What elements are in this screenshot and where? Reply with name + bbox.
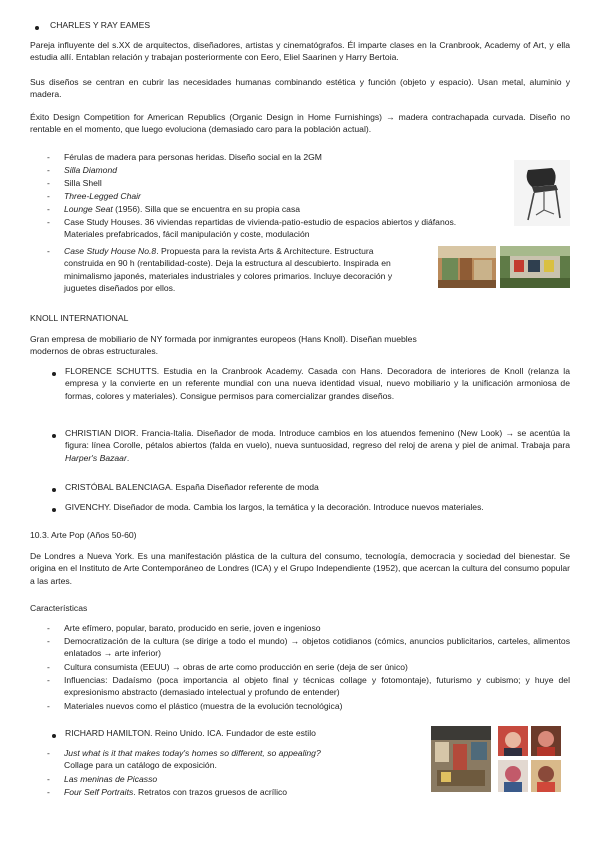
- eames-paragraph-3: Éxito Design Competition for American Republics (Organic Design in Home Furnishings) → madera contrachapada curvada. Diseño no rentable en el momento, que luego evoluciona (demasiado caro para la población actual).: [30, 112, 570, 135]
- hamilton-text: RICHARD HAMILTON. Reino Unido. ICA. Fundador de este estilo: [65, 728, 316, 738]
- givenchy-text: GIVENCHY. Diseñador de moda. Cambia los largos, la temática y la decoración. Introduce nuevos materiales.: [65, 502, 484, 512]
- self-portrait-image-1: [498, 726, 528, 756]
- pop-subheading: Características: [30, 603, 88, 613]
- dior-text: CHRISTIAN DIOR. Francia-Italia. Diseñador de moda. Introduce cambios en los atuendos femenino (New Look) → se acentúa la figura: línea Corolle, pétalos abiertos (falda en vuelo), nueva suntuosidad, regreso del reloj de arena y piel de animal. Trabaja para: [65, 428, 570, 451]
- dash-icon: -: [47, 748, 50, 758]
- eames-paragraph-2: Sus diseños se centran en cubrir las necesidades humanas combinando estética y función (objeto y espacio). Usan metal, aluminio y madera.: [30, 77, 570, 100]
- pop-item-3: Cultura consumista (EEUU) → obras de arte como producción en serie (deja de ser único): [64, 662, 408, 672]
- case-study-house-interior-image: [438, 246, 496, 288]
- christian-dior-text: [65, 427, 570, 464]
- self-portrait-image-2: [531, 726, 561, 756]
- dior-harpers-bazaar: Harper's Bazaar: [65, 452, 127, 463]
- eames-item-5: [64, 203, 504, 215]
- pop-item-5: Materiales nuevos como el plástico (muestra de la evolución tecnológica): [64, 701, 343, 711]
- eames-item-3: Silla Shell: [64, 178, 102, 188]
- dash-icon: -: [47, 204, 50, 214]
- hamilton-item-1-italic: Just what is it that makes today's homes so different, so appealing?: [64, 748, 321, 758]
- hamilton-item-3-text: . Retratos con trazos gruesos de acrílico: [133, 787, 288, 797]
- dash-icon: -: [47, 191, 50, 201]
- dash-icon: -: [47, 787, 50, 797]
- eames-item-5-text: (1956). Silla que se encuentra en su propia casa: [112, 204, 301, 214]
- case-study-house-exterior-image: [500, 246, 570, 288]
- bullet-icon: [52, 434, 56, 438]
- knoll-heading: KNOLL INTERNATIONAL: [30, 313, 129, 323]
- self-portrait-image-4: [531, 760, 561, 792]
- hamilton-item-3-italic: Four Self Portraits: [64, 787, 134, 797]
- florence-schutts-text: FLORENCE SCHUTTS. Estudia en la Cranbrook Academy. Casada con Hans. Decoradora de interiores de Knoll (relanza la empresa y la convierte en un referente mundial con una nueva identidad visual, nuevo mobiliario y la unificación armoniosa de formas, colores y materiales). Consigue permisos para comercializar grandes diseños.: [65, 366, 570, 401]
- hamilton-item-2: [64, 773, 424, 785]
- dash-icon: -: [47, 178, 50, 188]
- dior-end: .: [126, 452, 130, 463]
- eames-item-7-italic: Case Study House No.8: [64, 246, 157, 256]
- bullet-icon: [35, 26, 39, 30]
- eames-item-2: Silla Diamond: [64, 165, 118, 175]
- eames-item-7-text: . Propuesta para la revista Arts & Architecture. Estructura construida en 90 h (rentabilidad-coste). Deja la estructura al descubierto. Inspirada en minimalismo japonés, materiales industriales y colores primarios. Incluye decoración y juguetes diseñados por ellos.: [64, 246, 393, 294]
- pop-item-4: Influencias: Dadaísmo (poca importancia al objeto final y técnicas collage y fotomontaje), futurismo y cubismo; y huye del expresionismo abstracto (demasiado intelectual y profundo de entender): [64, 675, 570, 698]
- hamilton-item-2-italic: Las meninas de Picasso: [64, 774, 158, 784]
- self-portrait-image-3: [498, 760, 528, 792]
- chair-image: [514, 160, 570, 226]
- dash-icon: -: [47, 774, 50, 784]
- dash-icon: -: [47, 675, 50, 685]
- hamilton-collage-image: [431, 726, 491, 792]
- bullet-icon: [52, 734, 56, 738]
- balenciaga-text: CRISTÓBAL BALENCIAGA. España Diseñador referente de moda: [65, 482, 319, 492]
- bullet-icon: [52, 372, 56, 376]
- dash-icon: -: [47, 636, 50, 646]
- hamilton-item-1: [64, 747, 424, 772]
- pop-heading: 10.3. Arte Pop (Años 50-60): [30, 530, 137, 540]
- eames-item-5-italic: Lounge Seat: [64, 204, 113, 214]
- dash-icon: -: [47, 165, 50, 175]
- pop-item-2: Democratización de la cultura (se dirige a todo el mundo) → objetos cotidianos (cómics, anuncios publicitarios, carteles, alimentos enlatados → arte inferior): [64, 636, 570, 659]
- eames-item-6: Case Study Houses. 36 viviendas repartidas de vivienda-patio-estudio de espacios abiertos y diáfanos. Materiales prefabricados, fácil manipulación y coste, modulación: [64, 217, 457, 240]
- eames-item-1: Férulas de madera para personas heridas. Diseño social en la 2GM: [64, 152, 322, 162]
- dash-icon: -: [47, 246, 50, 256]
- eames-item-4: Three-Legged Chair: [64, 191, 141, 201]
- eames-heading: CHARLES Y RAY EAMES: [50, 20, 151, 30]
- dash-icon: -: [47, 701, 50, 711]
- eames-item-7: [64, 245, 404, 295]
- hamilton-item-3: [64, 786, 424, 798]
- hamilton-item-1-text: Collage para un catálogo de exposición.: [64, 760, 217, 771]
- eames-paragraph-1: Pareja influyente del s.XX de arquitectos, diseñadores, artistas y cinematógrafos. Él imparte clases en la Cranbrook, Academy of Art, y ella estudia allí. Entablan relación y trabajan posteriormente con Eero, Eliel Saarinen y Harry Bertoia.: [30, 40, 570, 63]
- knoll-paragraph: Gran empresa de mobiliario de NY formada por inmigrantes europeos (Hans Knoll). Diseñan muebles modernos de obras estructurales.: [30, 334, 417, 357]
- dash-icon: -: [47, 623, 50, 633]
- bullet-icon: [52, 488, 56, 492]
- dash-icon: -: [47, 152, 50, 162]
- pop-paragraph: De Londres a Nueva York. Es una manifestación plástica de la cultura del consumo, tecnología, democracia y sociedad del bienestar. Se origina en el Instituto de Arte Contemporáneo de Londres (ICA) y el Grupo Independiente (1952), que acercan la cultura del consumo popular a las artes.: [30, 551, 570, 586]
- bullet-icon: [52, 508, 56, 512]
- pop-item-1: Arte efímero, popular, barato, producido en serie, joven e ingenioso: [64, 623, 321, 633]
- dash-icon: -: [47, 662, 50, 672]
- dash-icon: -: [47, 217, 50, 227]
